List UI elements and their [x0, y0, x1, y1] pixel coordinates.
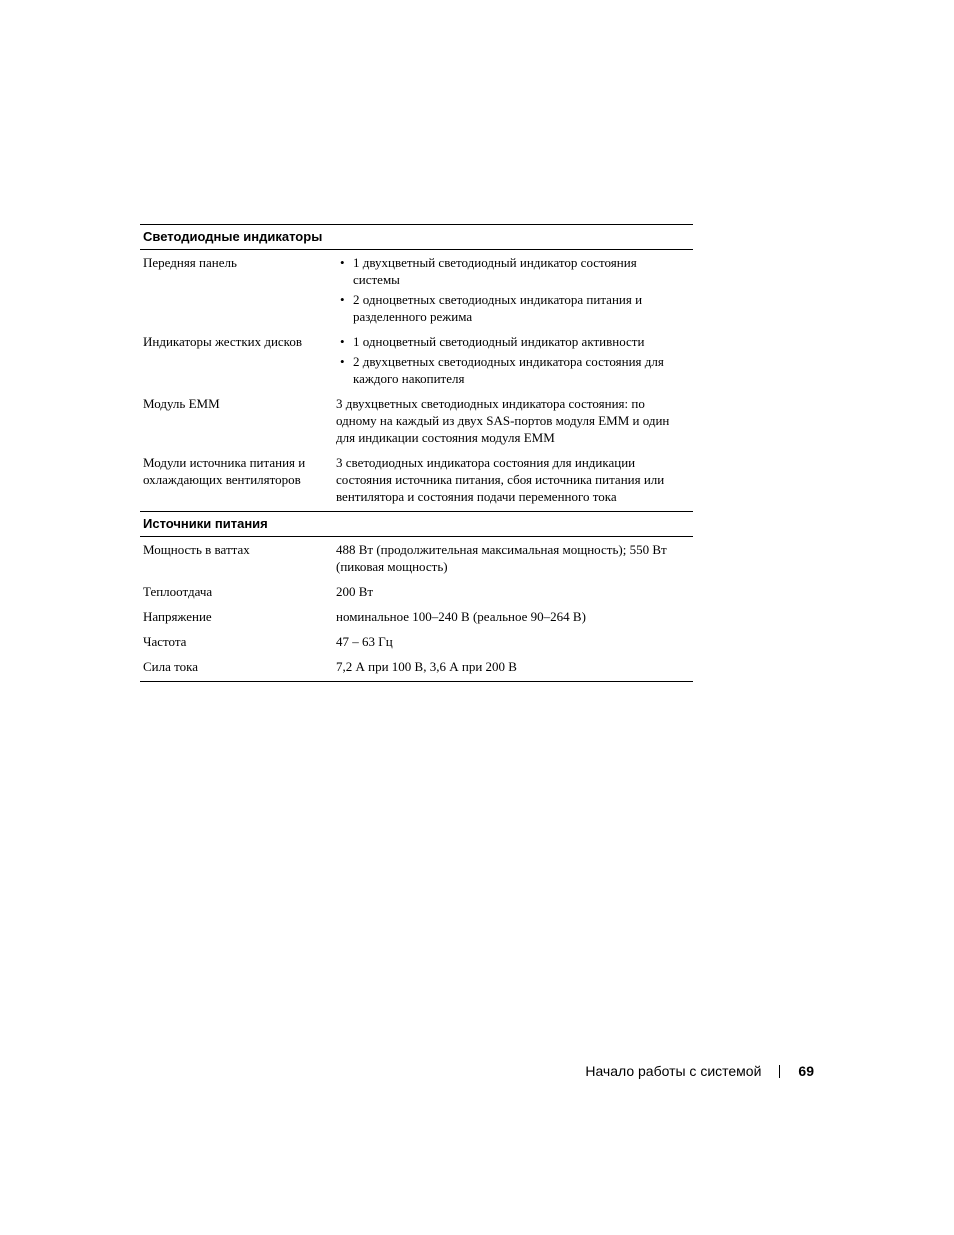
bullet-list [336, 254, 685, 325]
chapter-title: Начало работы с системой [585, 1063, 762, 1079]
table-row [140, 633, 693, 650]
row-label: Модули источника питания и охлаждающих вентиляторов [143, 455, 306, 487]
row-value: 7,2 А при 100 В, 3,6 А при 200 В [336, 659, 517, 674]
row-value [336, 254, 693, 325]
section-rows-power-supplies [140, 537, 693, 681]
footer-separator [779, 1065, 780, 1078]
row-label: Частота [143, 634, 187, 649]
table-row [140, 541, 693, 575]
row-value [336, 333, 693, 387]
table-row [140, 608, 693, 625]
row-label: Напряжение [143, 609, 212, 624]
section-header-power-supplies: Источники питания [140, 511, 693, 537]
list-item: • 2 одноцветных светодиодных индикатора питания и разделенного режима [336, 291, 685, 325]
table-row [140, 333, 693, 387]
table-row [140, 658, 693, 675]
table-row [140, 254, 693, 325]
row-label: Мощность в ваттах [143, 542, 250, 557]
row-value: 200 Вт [336, 584, 374, 599]
table-row [140, 395, 693, 446]
row-label: Теплоотдача [143, 584, 213, 599]
table-row [140, 454, 693, 505]
section-header-led-indicators: Светодиодные индикаторы [140, 224, 693, 250]
list-item: • 2 двухцветных светодиодных индикатора состояния для каждого накопителя [336, 353, 685, 387]
row-value: номинальное 100–240 В (реальное 90–264 В) [336, 609, 586, 624]
section-rows-led-indicators [140, 250, 693, 511]
row-label: Индикаторы жестких дисков [143, 334, 302, 349]
list-item: • 1 двухцветный светодиодный индикатор состояния системы [336, 254, 685, 288]
row-value: 3 двухцветных светодиодных индикатора состояния: по одному на каждый из двух SAS-портов модуля EMM и один для индикации состояния модуля EMM [336, 396, 670, 445]
page-number: 69 [798, 1063, 814, 1079]
table-bottom-rule [140, 681, 693, 682]
row-value: 47 – 63 Гц [336, 634, 393, 649]
row-label: Модуль EMM [143, 396, 220, 411]
row-value: 3 светодиодных индикатора состояния для индикации состояния источника питания, сбоя источника питания или вентилятора и состояния подачи переменного тока [336, 455, 665, 504]
row-value: 488 Вт (продолжительная максимальная мощность); 550 Вт (пиковая мощность) [336, 542, 667, 574]
page-footer [585, 1062, 814, 1080]
row-label: Передняя панель [143, 255, 237, 270]
table-row [140, 583, 693, 600]
specifications-table [140, 224, 693, 682]
list-item: • 1 одноцветный светодиодный индикатор активности [336, 333, 685, 350]
row-label: Сила тока [143, 659, 199, 674]
bullet-list [336, 333, 685, 387]
